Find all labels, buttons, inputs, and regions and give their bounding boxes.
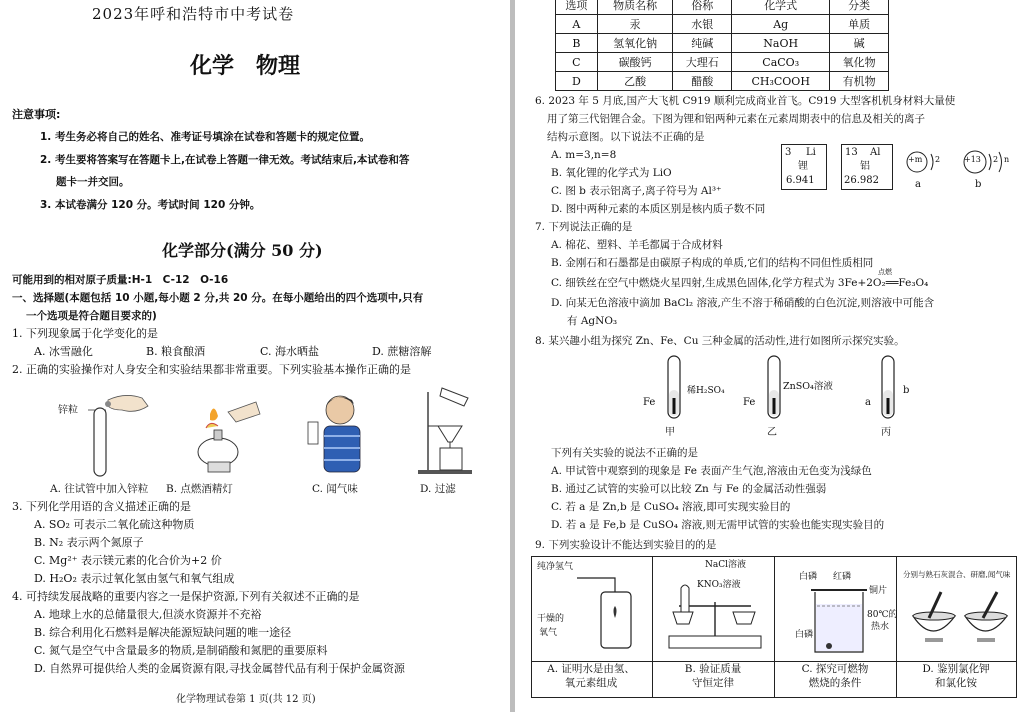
q7-option-d: D. 向某无色溶液中滴加 BaCl₂ 溶液,产生不溶于稀硝酸的白色沉淀,则溶液中可能含: [551, 297, 935, 309]
q3-stem: 3. 下列化学用语的含义描述正确的是: [12, 500, 191, 513]
table-header-row: [556, 0, 889, 15]
q9-caption-d-line1: D. 鉴别氯化钾: [922, 663, 990, 675]
q9-caption-b-line1: B. 验证质量: [684, 663, 742, 675]
ion-b-label: b: [975, 179, 982, 190]
balance-figure: [659, 572, 769, 658]
aluminum-element-cell: [841, 144, 893, 190]
q7-option-c: C. 细铁丝在空气中燃烧火星四射,生成黑色固体,化学方程式为 3Fe+2O₂══Fe₃O₄: [551, 277, 929, 289]
right-page: [515, 0, 1024, 712]
q6-stem-3: 结构示意图。以下说法不正确的是: [547, 131, 705, 143]
subject-title: 化学 物理: [190, 53, 301, 79]
q2-caption-b: B. 点燃酒精灯: [166, 483, 233, 495]
table-cell: 物质名称: [597, 0, 673, 15]
hydrogen-combustion-figure: [575, 566, 645, 656]
bing-liquid-b: b: [903, 385, 910, 396]
li-atomic-number: 3: [785, 147, 792, 158]
q6-option-c: C. 图 b 表示铝离子,离子符号为 Al³⁺: [551, 185, 722, 197]
q7-option-b: B. 金刚石和石墨都是由碳原子构成的单质,它们的结构不同但性质相同: [551, 257, 874, 269]
li-name: 锂: [798, 161, 808, 172]
q7-option-d-cont: 有 AgNO₃: [567, 315, 618, 327]
chem-section-title: 化学部分(满分 50 分): [162, 241, 323, 260]
jia-liquid: 稀H₂SO₄: [687, 386, 725, 396]
q9a-gas3: 氧气: [539, 628, 558, 638]
q9-caption-b-line2: 守恒定律: [692, 677, 734, 689]
q6-stem-2: 用了第三代铝锂合金。下图为锂和铝两种元素在元素周期表中的信息及相关的离子: [547, 113, 925, 125]
jia-label: 甲: [665, 427, 675, 438]
table-cell: 碱: [830, 34, 889, 53]
bing-metal-a: a: [865, 397, 871, 408]
q2-stem: 2. 正确的实验操作对人身安全和实验结果都非常重要。下列实验基本操作正确的是: [12, 363, 411, 376]
q6-option-b: B. 氧化锂的化学式为 LiO: [551, 167, 672, 179]
q4-stem: 4. 可持续发展战略的重要内容之一是保护资源,下列有关叙述不正确的是: [12, 590, 360, 603]
q7-stem: 7. 下列说法正确的是: [535, 221, 633, 233]
q3-option-c: C. Mg²⁺ 表示镁元素的化合价为+2 价: [34, 554, 222, 567]
jia-metal: Fe: [643, 397, 656, 408]
q9c-white-p: 白磷: [799, 572, 818, 582]
smelling-figure: [298, 392, 378, 482]
al-mass: 26.982: [844, 175, 879, 186]
table-cell: 选项: [556, 0, 598, 15]
table-cell: CaCO₃: [732, 53, 830, 72]
table-cell: D: [556, 72, 598, 91]
q9c-copper: 铜片: [869, 586, 888, 596]
ion-a-label: a: [915, 179, 921, 190]
yi-liquid: ZnSO₄溶液: [783, 381, 833, 392]
table-cell: 氧化物: [830, 53, 889, 72]
table-cell: 汞: [597, 15, 673, 34]
table-cell: 水银: [673, 15, 732, 34]
table-cell: 氢氧化钠: [597, 34, 673, 53]
ion-b-nucleus: +13: [964, 155, 981, 164]
q9-caption-c-line1: C. 探究可燃物: [801, 663, 869, 675]
table-cell: A: [556, 15, 598, 34]
table-cell: 俗称: [673, 0, 732, 15]
q3-option-a: A. SO₂ 可表示二氧化硫这种物质: [34, 518, 195, 531]
ion-a-nucleus: +m: [908, 155, 923, 164]
al-atomic-number: 13: [845, 147, 858, 158]
al-name: 铝: [860, 161, 870, 172]
notice-2-cont: 题卡一并交回。: [56, 176, 130, 188]
q9c-water-temp: 80℃的: [867, 610, 898, 620]
q8-sub-stem: 下列有关实验的说法不正确的是: [551, 447, 698, 459]
test-tube-zinc-figure: [70, 388, 160, 480]
q8-stem: 8. 某兴趣小组为探究 Zn、Fe、Cu 三种金属的活动性,进行如图所示探究实验。: [535, 335, 905, 347]
q1-option-a: A. 冰雪融化: [34, 345, 93, 358]
table-row: [556, 34, 889, 53]
q1-stem: 1. 下列现象属于化学变化的是: [12, 327, 158, 340]
zinc-label: 锌粒: [58, 405, 78, 416]
q9c-red-p: 红磷: [833, 572, 852, 582]
q2-caption-a: A. 往试管中加入锌粒: [50, 483, 149, 495]
ion-diagram-a: [903, 148, 957, 192]
table-cell: 单质: [830, 15, 889, 34]
yi-metal: Fe: [743, 397, 756, 408]
q9-caption-a-line2: 氧元素组成: [564, 677, 618, 689]
q9-caption-d-line2: 和氯化铵: [935, 677, 977, 689]
notice-1: 1. 考生务必将自己的姓名、准考证号填涂在试卷和答题卡的规定位置。: [40, 131, 370, 143]
q9-caption-c-line2: 燃烧的条件: [808, 677, 862, 689]
q6-option-d: D. 图中两种元素的本质区别是核内质子数不同: [551, 203, 766, 215]
table-cell: 有机物: [830, 72, 889, 91]
q6-stem-1: 6. 2023 年 5 月底,国产大飞机 C919 顺利完成商业首飞。C919 大型客机机身材料大量使: [535, 95, 956, 107]
q3-option-d: D. H₂O₂ 表示过氧化氢由氢气和氧气组成: [34, 572, 235, 585]
q8-option-d: D. 若 a 是 Fe,b 是 CuSO₄ 溶液,则无需甲试管的实验也能实现实验目的: [551, 519, 885, 531]
al-symbol: Al: [870, 147, 881, 158]
q3-option-b: B. N₂ 表示两个氮原子: [34, 536, 144, 549]
ion-b-shell-2: n: [1004, 155, 1010, 164]
ion-a-shell: 2: [935, 155, 941, 164]
part1-instructions: 一、选择题(本题包括 10 小题,每小题 2 分,共 20 分。在每小题给出的四个选项中,只有: [12, 292, 424, 304]
table-cell: 大理石: [673, 53, 732, 72]
notice-title: 注意事项:: [12, 108, 61, 121]
substance-table: [555, 0, 889, 91]
q6-option-a: A. m=3,n=8: [551, 149, 617, 161]
q4-option-c: C. 氮气是空气中含量最多的物质,是制硝酸和氮肥的重要原料: [34, 644, 328, 657]
q8-option-b: B. 通过乙试管的实验可以比较 Zn 与 Fe 的金属活动性强弱: [551, 483, 827, 495]
q1-option-d: D. 蔗糖溶解: [372, 345, 432, 358]
q9-caption-a-line1: A. 证明水是由氢、: [547, 663, 635, 675]
q9c-white-p-water: 白磷: [795, 630, 814, 640]
combustion-beaker-figure: [809, 584, 871, 656]
table-row: [556, 15, 889, 34]
table-cell: 碳酸钙: [597, 53, 673, 72]
page-footer: 化学物理试卷第 1 页(共 12 页): [176, 694, 316, 705]
li-symbol: Li: [806, 147, 816, 158]
table-cell: 醋酸: [673, 72, 732, 91]
table-cell: 化学式: [732, 0, 830, 15]
exam-title: 2023年呼和浩特市中考试卷: [92, 5, 295, 23]
alcohol-lamp-figure: [188, 392, 268, 482]
ion-diagram-b: [961, 148, 1021, 192]
mortar-figure: [907, 586, 1011, 654]
li-mass: 6.941: [786, 175, 815, 186]
left-page: [0, 0, 510, 712]
notice-2: 2. 考生要将答案写在答题卡上,在试卷上答题一律无效。考试结束后,本试卷和答: [40, 154, 410, 166]
table-row: [556, 53, 889, 72]
q9a-gas1: 纯净氢气: [537, 562, 574, 572]
q9c-hot-water: 热水: [871, 622, 890, 632]
q4-option-a: A. 地球上水的总储量很大,但淡水资源并不充裕: [34, 608, 262, 621]
bing-label: 丙: [881, 427, 891, 438]
q8-option-a: A. 甲试管中观察到的现象是 Fe 表面产生气泡,溶液由无色变为浅绿色: [551, 465, 872, 477]
q8-option-c: C. 若 a 是 Zn,b 是 CuSO₄ 溶液,即可实现实验目的: [551, 501, 791, 513]
ignite-condition: 点燃: [878, 268, 892, 276]
q1-option-c: C. 海水晒盐: [260, 345, 320, 358]
table-cell: B: [556, 34, 598, 53]
test-tube-yi: [763, 354, 785, 424]
table-cell: 乙酸: [597, 72, 673, 91]
table-cell: 纯碱: [673, 34, 732, 53]
q9-caption-d: [896, 662, 1016, 690]
q9-caption-a: [531, 662, 651, 690]
test-tube-bing: [877, 354, 899, 424]
table-cell: NaOH: [732, 34, 830, 53]
table-cell: 分类: [830, 0, 889, 15]
q4-option-d: D. 自然界可提供给人类的金属资源有限,寻找金属替代品有利于保护金属资源: [34, 662, 405, 675]
test-tube-jia: [663, 354, 685, 424]
q9a-gas2: 干燥的: [537, 614, 565, 624]
q4-option-b: B. 综合利用化石燃料是解决能源短缺问题的唯一途径: [34, 626, 292, 639]
ion-b-shell-1: 2: [993, 155, 999, 164]
q2-caption-d: D. 过滤: [420, 483, 456, 495]
q9b-label2: KNO₃溶液: [697, 580, 741, 590]
yi-label: 乙: [767, 427, 777, 438]
q9b-label1: NaCl溶液: [705, 560, 747, 570]
atomic-mass: 可能用到的相对原子质量:H-1 C-12 O-16: [12, 274, 229, 286]
table-cell: Ag: [732, 15, 830, 34]
q9d-label: 分别与熟石灰混合、研磨,闻气味: [903, 570, 1011, 579]
q9-stem: 9. 下列实验设计不能达到实验目的的是: [535, 539, 717, 551]
part1-instructions-cont: 一个选项是符合题目要求的): [26, 310, 157, 322]
q9-caption-b: [652, 662, 774, 690]
q2-caption-c: C. 闻气味: [312, 483, 358, 495]
q9-caption-c: [774, 662, 896, 690]
table-row: [556, 72, 889, 91]
q1-option-b: B. 粮食酿酒: [146, 345, 206, 358]
table-cell: C: [556, 53, 598, 72]
filtration-figure: [412, 386, 492, 478]
lithium-element-cell: [781, 144, 827, 190]
notice-3: 3. 本试卷满分 120 分。考试时间 120 分钟。: [40, 199, 261, 211]
q7-option-a: A. 棉花、塑料、羊毛都属于合成材料: [551, 239, 723, 251]
table-cell: CH₃COOH: [732, 72, 830, 91]
